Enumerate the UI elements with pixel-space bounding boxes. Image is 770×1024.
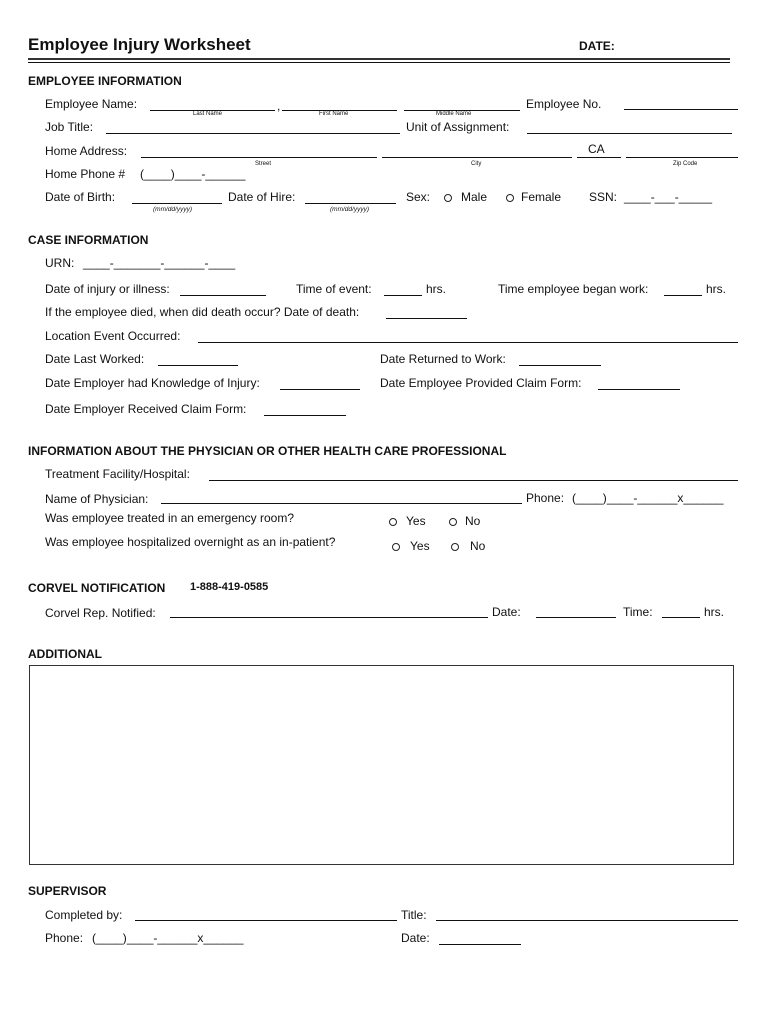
male-radio[interactable] — [444, 194, 452, 202]
time-began-hrs: hrs. — [706, 282, 727, 296]
time-began-label: Time employee began work: — [498, 282, 649, 296]
corvel-section-heading: CORVEL NOTIFICATION — [28, 581, 166, 595]
er-yes-radio[interactable] — [389, 518, 397, 526]
physician-phone-label: Phone: — [526, 491, 565, 505]
hire-format-caption: (mm/dd/yyyy) — [330, 206, 369, 213]
corvel-rep-label: Corvel Rep. Notified: — [45, 606, 156, 620]
sex-label: Sex: — [406, 190, 431, 204]
received-field[interactable] — [264, 415, 346, 416]
hire-label: Date of Hire: — [228, 190, 296, 204]
home-address-label: Home Address: — [45, 144, 128, 158]
zip-field[interactable] — [626, 157, 738, 158]
city-caption: City — [471, 161, 482, 167]
street-field[interactable] — [141, 157, 377, 158]
ssn-label: SSN: — [589, 190, 618, 204]
knowledge-field[interactable] — [280, 389, 360, 390]
employee-no-label: Employee No. — [526, 97, 602, 111]
additional-section-heading: ADDITIONAL — [28, 647, 102, 661]
unit-label: Unit of Assignment: — [406, 120, 510, 134]
er-no-label: No — [465, 514, 481, 528]
physician-phone-field[interactable]: (____)____-______x______ — [572, 491, 724, 505]
returned-field[interactable] — [519, 365, 601, 366]
provided-label: Date Employee Provided Claim Form: — [380, 376, 582, 390]
corvel-time-field[interactable] — [662, 617, 700, 618]
death-date-field[interactable] — [386, 318, 467, 319]
date-label: DATE: — [579, 39, 615, 53]
name-comma: , — [277, 99, 281, 113]
hosp-yes-radio[interactable] — [392, 543, 400, 551]
page-title: Employee Injury Worksheet — [28, 35, 251, 54]
corvel-time-label: Time: — [623, 605, 653, 619]
additional-textarea[interactable] — [29, 665, 734, 865]
employee-name-label: Employee Name: — [45, 97, 138, 111]
supervisor-date-field[interactable] — [439, 944, 521, 945]
hosp-no-radio[interactable] — [451, 543, 459, 551]
hosp-question: Was employee hospitalized overnight as an in-patient? — [45, 535, 336, 549]
dob-format-caption: (mm/dd/yyyy) — [153, 206, 192, 213]
state-value: CA — [588, 142, 605, 156]
corvel-date-label: Date: — [492, 605, 521, 619]
case-section-heading: CASE INFORMATION — [28, 233, 149, 247]
completed-by-label: Completed by: — [45, 908, 123, 922]
injury-date-label: Date of injury or illness: — [45, 282, 170, 296]
physician-name-field[interactable] — [161, 503, 522, 504]
male-label: Male — [461, 190, 488, 204]
supervisor-phone-label: Phone: — [45, 931, 84, 945]
female-radio[interactable] — [506, 194, 514, 202]
home-phone-label: Home Phone # — [45, 167, 126, 181]
location-field[interactable] — [198, 342, 738, 343]
unit-field[interactable] — [527, 133, 732, 134]
supervisor-title-field[interactable] — [436, 920, 738, 921]
hosp-no-label: No — [470, 539, 486, 553]
job-title-field[interactable] — [106, 133, 400, 134]
location-label: Location Event Occurred: — [45, 329, 181, 343]
completed-by-field[interactable] — [135, 920, 397, 921]
header-rule-bottom — [28, 62, 730, 63]
job-title-label: Job Title: — [45, 120, 94, 134]
received-label: Date Employer Received Claim Form: — [45, 402, 247, 416]
zip-caption: Zip Code — [673, 161, 698, 167]
time-event-field[interactable] — [384, 295, 422, 296]
injury-date-field[interactable] — [180, 295, 266, 296]
ssn-field[interactable]: ____-___-_____ — [624, 190, 713, 204]
corvel-hrs: hrs. — [704, 605, 725, 619]
home-phone-field[interactable]: (____)____-______ — [140, 167, 246, 181]
hosp-yes-label: Yes — [410, 539, 430, 553]
corvel-phone: 1-888-419-0585 — [190, 581, 269, 593]
supervisor-title-label: Title: — [401, 908, 427, 922]
corvel-rep-field[interactable] — [170, 617, 488, 618]
street-caption: Street — [255, 161, 272, 167]
dob-label: Date of Birth: — [45, 190, 116, 204]
physician-section-heading: INFORMATION ABOUT THE PHYSICIAN OR OTHER HEALTH CARE PROFESSIONAL — [28, 444, 507, 458]
female-label: Female — [521, 190, 562, 204]
urn-label: URN: — [45, 256, 75, 270]
time-event-hrs: hrs. — [426, 282, 447, 296]
city-field[interactable] — [382, 157, 572, 158]
last-worked-label: Date Last Worked: — [45, 352, 145, 366]
er-no-radio[interactable] — [449, 518, 457, 526]
state-field[interactable] — [577, 157, 621, 158]
last-worked-field[interactable] — [158, 365, 238, 366]
first-name-caption: First Name — [319, 111, 349, 117]
corvel-date-field[interactable] — [536, 617, 616, 618]
last-name-caption: Last Name — [193, 111, 223, 117]
time-began-field[interactable] — [664, 295, 702, 296]
employee-no-field[interactable] — [624, 109, 738, 110]
knowledge-label: Date Employer had Knowledge of Injury: — [45, 376, 260, 390]
urn-field[interactable]: ____-_______-______-____ — [83, 256, 236, 270]
middle-name-caption: Middle Name — [436, 111, 472, 117]
facility-label: Treatment Facility/Hospital: — [45, 467, 190, 481]
hire-date-field[interactable] — [305, 203, 396, 204]
supervisor-section-heading: SUPERVISOR — [28, 884, 107, 898]
time-event-label: Time of event: — [296, 282, 372, 296]
supervisor-phone-field[interactable]: (____)____-______x______ — [92, 931, 244, 945]
supervisor-date-label: Date: — [401, 931, 430, 945]
dob-field[interactable] — [132, 203, 222, 204]
facility-field[interactable] — [209, 480, 738, 481]
employee-section-heading: EMPLOYEE INFORMATION — [28, 74, 182, 88]
er-yes-label: Yes — [406, 514, 426, 528]
death-label: If the employee died, when did death occur? Date of death: — [45, 305, 360, 319]
returned-label: Date Returned to Work: — [380, 352, 506, 366]
er-question: Was employee treated in an emergency room? — [45, 511, 295, 525]
header-rule-top — [28, 58, 730, 60]
physician-name-label: Name of Physician: — [45, 492, 149, 506]
provided-field[interactable] — [598, 389, 680, 390]
